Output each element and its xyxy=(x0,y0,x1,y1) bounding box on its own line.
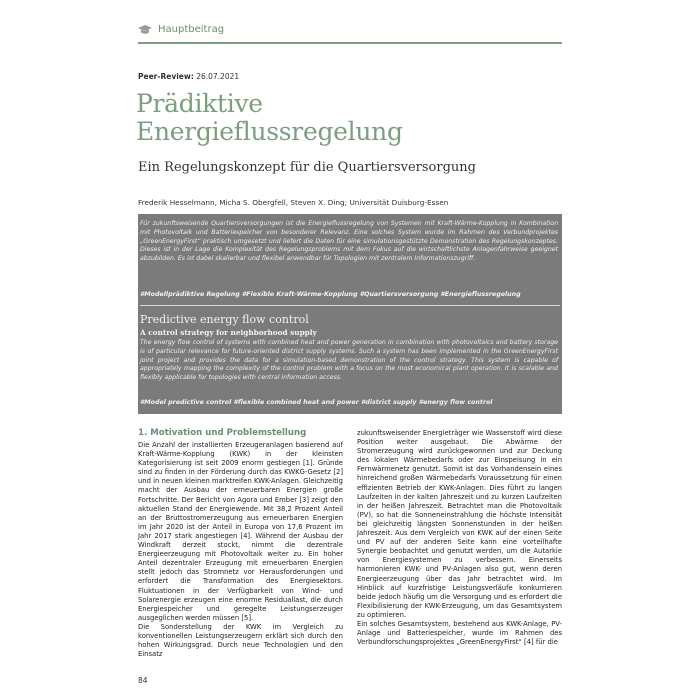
article-subtitle: Ein Regelungskonzept für die Quartiersversorgung xyxy=(138,160,476,175)
body-column-right xyxy=(357,429,562,647)
section-header xyxy=(138,22,562,44)
keywords-en: #Model predictive control #flexible combined heat and power #district supply #energy flow control xyxy=(140,399,493,406)
article-title-line2: Energieflussregelung xyxy=(136,117,403,146)
body-paragraph: Die Sonderstellung der KWK im Vergleich zu konventionellen Leistungserzeugern erklärt sich durch den hohen Wirkungsgrad. Durch neue Technologien und den Einsatz xyxy=(138,622,343,659)
peer-review-label: Peer-Review: xyxy=(138,72,194,81)
body-column-left xyxy=(138,428,343,659)
article-authors: Frederik Hesselmann, Micha S. Obergfell, Steven X. Ding; Universität Duisburg-Essen xyxy=(138,198,449,207)
abstract-en-subtitle: A control strategy for neighborhood supply xyxy=(140,328,317,337)
keywords-de: #Modellprädiktive Regelung #Flexible Kraft-Wärme-Kopplung #Quartiersversorgung #Energieflussregelung xyxy=(140,291,521,298)
article-title xyxy=(136,90,566,146)
abstract-de-text: Für zukunftsweisende Quartiersversorgungen ist die Energieflussregelung von Systemen mit Kraft-Wärme-Kopplung in Kombination mit Photovoltaik und Batteriespeicher von besonderer Relevanz. Eine solches System wurde im Rahmen des Verbundprojektes „GreenEnergyFirst“ praktisch umgesetzt und liefert die Daten für eine simulationsgestützte Demonstration des Regelungskonzeptes. Dieses ist in der Lage die Komplexität des Regelungsproblems mit dem Fokus auf die wirtschaftlichste Anlagenfahrweise geeignet abzubilden. Es ist dabei skalierbar und flexibel anwendbar für Topologien mit zentralem Informationszugriff. xyxy=(140,220,558,263)
page-number: 84 xyxy=(138,676,148,685)
graduation-cap-icon xyxy=(138,25,152,35)
section-label: Hauptbeitrag xyxy=(158,24,225,35)
body-paragraph: Ein solches Gesamtsystem, bestehend aus KWK-Anlage, PV-Anlage und Batteriespeicher, wurde im Rahmen des Verbundforschungsprojektes „GreenEnergyFirst“ [4] für die xyxy=(357,619,562,647)
section-heading: 1. Motivation und Problemstellung xyxy=(138,428,307,438)
article-title-line1: Prädiktive xyxy=(136,89,263,118)
header-rule xyxy=(138,42,562,44)
abstract-box xyxy=(138,214,562,414)
abstract-divider xyxy=(140,305,560,306)
peer-review-date: 26.07.2021 xyxy=(196,72,240,81)
abstract-en-text: The energy flow control of systems with combined heat and power generation in combination with photovoltaics and battery storage is of particular relevance for future-oriented district supply systems. Such a system has been implemented in the GreenEnergyFirst joint project and provides the data for a simulation-based demonstration of the control strategy. This system is capable of appropriately mapping the complexity of the control problem with a focus on the most economical plant operation. It is scalable and flexibly applicable for topologies with central information access. xyxy=(140,339,558,382)
abstract-en-title: Predictive energy flow control xyxy=(140,313,309,326)
body-paragraph: Die Anzahl der installierten Erzeugeranlagen basierend auf Kraft-Wärme-Kopplung (KWK) in der kleinsten Kategorisierung ist seit 2009 enorm gestiegen [1]. Gründe sind zu finden in der Förderung durch das KWKG-Gesetz [2] und in neuen kleinen marktreifen KWK-Anlagen. Gleichzeitig macht der Ausbau der erneuerbaren Energien große Fortschritte. Der Bericht von Agora und Ember [3] zeigt den aktuellen Stand der Energiewende. Mit 38,2 Prozent Anteil an der Bruttostromerzeugung aus erneuerbaren Energien im Jahr 2020 ist der Anteil in Europa von 17,6 Prozent im Jahr 2017 stark angestiegen [4]. Während der Ausbau der Windkraft derzeit stockt, nimmt die dezentrale Energieerzeugung mit Photovoltaik weiter zu. Ein hoher Anteil dezentraler Erzeugung mit erneuerbaren Energien stellt jedoch das Stromnetz vor Herausforderungen und erfordert die Transformation des Energiesektors. Fluktuationen in der Verfügbarkeit von Wind- und Solarenergie erzeugen eine enorme Residuallast, die durch Energiespeicher und geregelte Leistungserzeuger ausgeglichen werden müssen [5]. xyxy=(138,441,343,622)
body-paragraph: zukunftsweisender Energieträger wie Wasserstoff wird diese Position weiter ausgebaut. Die Abwärme der Stromerzeugung wird zurückgewonnen und zur Deckung des lokalen Wärmebedarfs oder zur Einspeisung in ein Fernwärmenetz genutzt. Somit ist das Vorhandensein eines hinreichend großen Wärmebedarfs Voraussetzung für einen effizienten Betrieb der KWK-Anlagen. Dies führt zu langen Laufzeiten in der kalten Jahreszeit und zu kurzen Laufzeiten in der heißen Jahreszeit. Betrachtet man die Photovoltaik (PV), so hat die Sonneneinstrahlung die höchste Intensität bei gleichzeitig längsten Sonnenstunden in der heißen Jahreszeit. Aus dem Vergleich von KWK auf der einen Seite und PV auf der anderen Seite kann eine vorteilhafte Synergie beobachtet und genutzt werden, um die Autarkie von Energiesystemen zu verbessern. Einerseits harmonieren KWK- und PV-Anlagen also gut, wenn deren Energieerzeugung über das Jahr betrachtet wird. Im Hinblick auf kurzfristige Leistungsverläufe konkurrieren beide jedoch häufig um die Versorgung und es erfordert die Flexibilisierung der KWK-Erzeugung, um das Gesamtsystem zu optimieren. xyxy=(357,429,562,619)
peer-review-line xyxy=(138,72,239,81)
